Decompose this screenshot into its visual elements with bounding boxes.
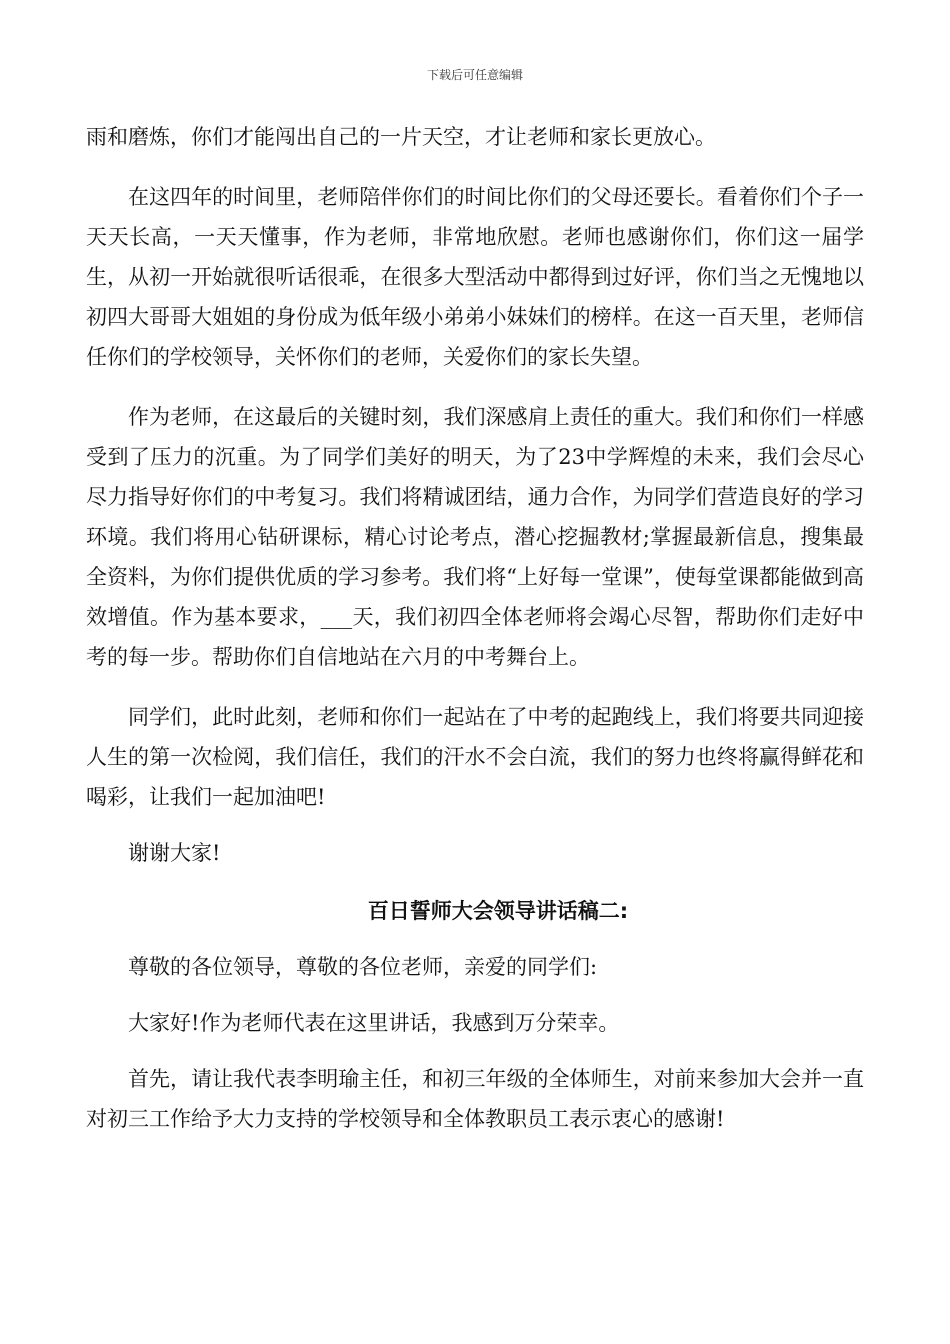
document-body — [86, 117, 864, 1139]
paragraph-5: 谢谢大家! — [128, 841, 221, 865]
paragraph-2: 在这四年的时间里，老师陪伴你们的时间比你们的父母还要长。看着你们个子一天天长高，一天天懂事，作为老师，非常地欣慰。老师也感谢你们，你们这一届学生，从初一开始就很听话很乖，在很多大型活动中都得到过好评，你们当之无愧地以初四大哥哥大姐姐的身份成为低年级小弟弟小妹妹们的榜样。在这一百天里，老师信任你们的学校领导，关怀你们的老师，关爱你们的家长失望。 — [86, 185, 864, 369]
section-heading: 百日誓师大会领导讲话稿二: — [367, 899, 629, 923]
header-note: 下载后可任意编辑 — [426, 68, 523, 82]
paragraph-4: 同学们，此时此刻，老师和你们一起站在了中考的起跑线上，我们将要共同迎接人生的第一次检阅，我们信任，我们的汗水不会白流，我们的努力也终将赢得鲜花和喝彩，让我们一起加油吧! — [86, 705, 864, 809]
paragraph-8: 首先，请让我代表李明瑜主任，和初三年级的全体师生，对前来参加大会并一直对初三工作给予大力支持的学校领导和全体教职员工表示衷心的感谢! — [86, 1067, 864, 1131]
paragraph-3: 作为老师，在这最后的关键时刻，我们深感肩上责任的重大。我们和你们一样感受到了压力的沉重。为了同学们美好的明天，为了23中学辉煌的未来，我们会尽心尽力指导好你们的中考复习。我们将精诚团结，通力合作，为同学们营造良好的学习环境。我们将用心钻研课标，精心讨论考点，潜心挖掘教材;掌握最新信息，搜集最全资料，为你们提供优质的学习参考。我们将“上好每一堂课”，使每堂课都能做到高效增值。作为基本要求，___天，我们初四全体老师将会竭心尽智，帮助你们走好中考的每一步。帮助你们自信地站在六月的中考舞台上。 — [86, 405, 864, 669]
paragraph-7: 大家好!作为老师代表在这里讲话，我感到万分荣幸。 — [128, 1011, 620, 1035]
paragraph-1: 雨和磨炼，你们才能闯出自己的一片天空，才让老师和家长更放心。 — [86, 125, 716, 149]
paragraph-6: 尊敬的各位领导，尊敬的各位老师，亲爱的同学们: — [128, 955, 598, 979]
